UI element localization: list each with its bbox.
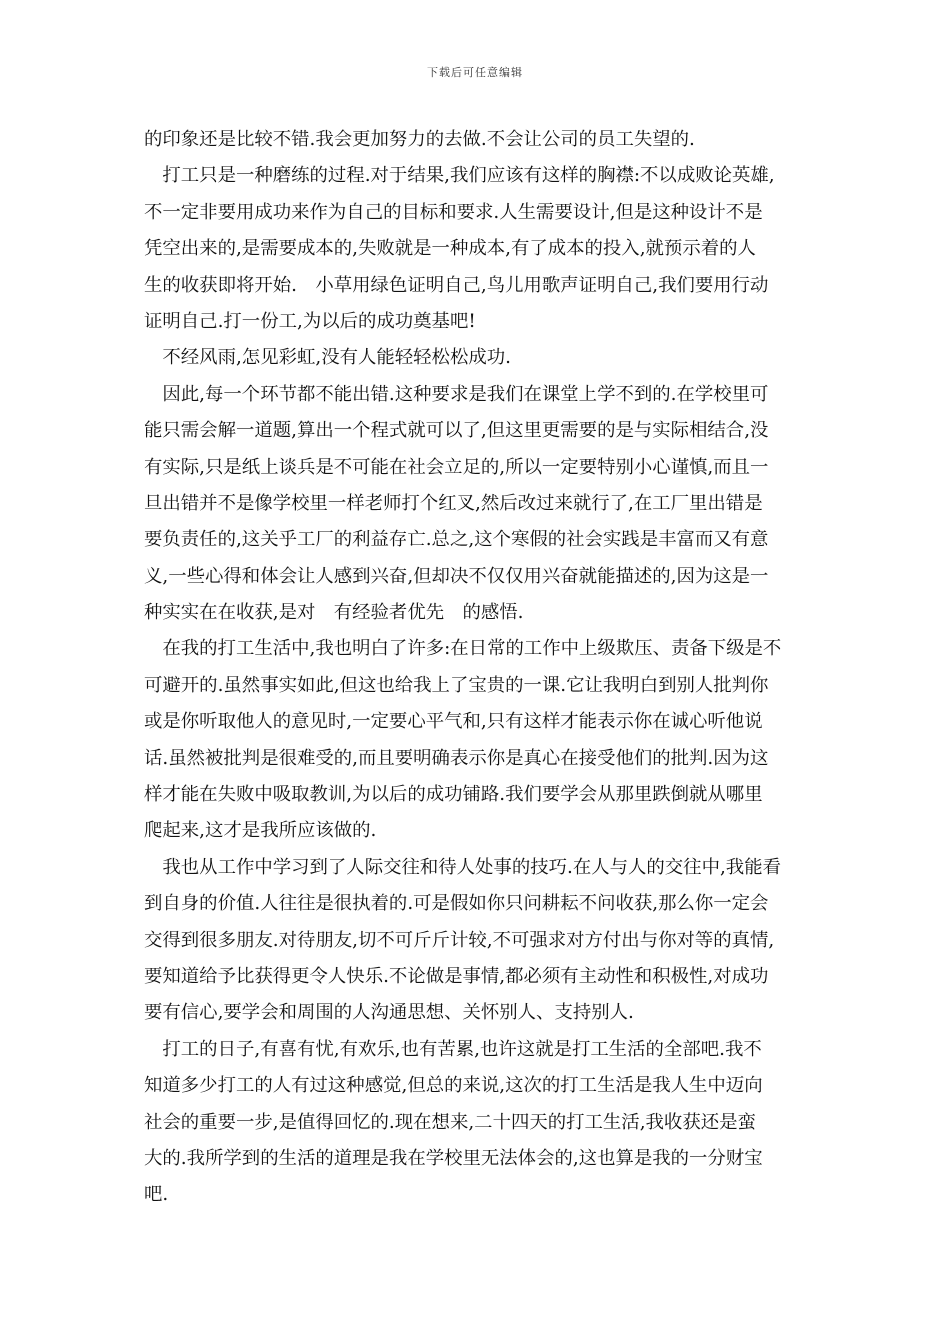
text-line: 因此,每一个环节都不能出错.这种要求是我们在课堂上学不到的.在学校里可	[144, 383, 769, 405]
text-line: 有实际,只是纸上谈兵是不可能在社会立足的,所以一定要特别小心谨慎,而且一	[144, 456, 769, 478]
text-line: 大的.我所学到的生活的道理是我在学校里无法体会的,这也算是我的一分财宝	[144, 1147, 763, 1169]
text-line: 义,一些心得和体会让人感到兴奋,但却决不仅仅用兴奋就能描述的,因为这是一	[144, 565, 769, 587]
text-line: 旦出错并不是像学校里一样老师打个红叉,然后改过来就行了,在工厂里出错是	[144, 492, 763, 514]
text-line: 我也从工作中学习到了人际交往和待人处事的技巧.在人与人的交往中,我能看	[144, 856, 781, 878]
text-line: 爬起来,这才是我所应该做的.	[144, 820, 377, 842]
text-line: 要有信心,要学会和周围的人沟通思想、关怀别人、支持别人.	[144, 1002, 634, 1024]
text-line: 生的收获即将开始. 小草用绿色证明自己,鸟儿用歌声证明自己,我们要用行动	[144, 274, 769, 296]
text-line: 种实实在在收获,是对 有经验者优先 的感悟.	[144, 602, 524, 624]
text-line: 知道多少打工的人有过这种感觉,但总的来说,这次的打工生活是我人生中迈向	[144, 1075, 763, 1097]
text-line: 社会的重要一步,是值得回忆的.现在想来,二十四天的打工生活,我收获还是蛮	[144, 1111, 756, 1133]
text-line: 吧.	[144, 1184, 169, 1206]
document-body	[144, 122, 808, 1214]
text-line: 能只需会解一道题,算出一个程式就可以了,但这里更需要的是与实际相结合,没	[144, 420, 769, 442]
text-line: 要负责任的,这关乎工厂的利益存亡.总之,这个寒假的社会实践是丰富而又有意	[144, 529, 769, 551]
text-line: 话.虽然被批判是很难受的,而且要明确表示你是真心在接受他们的批判.因为这	[144, 747, 769, 769]
text-line: 或是你听取他人的意见时,一定要心平气和,只有这样才能表示你在诚心听他说	[144, 711, 763, 733]
text-line: 的印象还是比较不错.我会更加努力的去做.不会让公司的员工失望的.	[144, 129, 695, 150]
text-line: 到自身的价值.人往往是很执着的.可是假如你只问耕耘不问收获,那么你一定会	[144, 893, 769, 915]
text-line: 交得到很多朋友.对待朋友,切不可斤斤计较,不可强求对方付出与你对等的真情,	[144, 929, 775, 951]
text-line: 在我的打工生活中,我也明白了许多:在日常的工作中上级欺压、责备下级是不	[144, 638, 782, 660]
text-line: 证明自己.打一份工,为以后的成功奠基吧!	[144, 310, 476, 332]
text-line: 打工只是一种磨练的过程.对于结果,我们应该有这样的胸襟:不以成败论英雄,	[144, 165, 775, 187]
text-line: 凭空出来的,是需要成本的,失败就是一种成本,有了成本的投入,就预示着的人	[144, 238, 756, 260]
text-line: 可避开的.虽然事实如此,但这也给我上了宝贵的一课.它让我明白到别人批判你	[144, 674, 769, 696]
text-line: 要知道给予比获得更令人快乐.不论做是事情,都必须有主动性和积极性,对成功	[144, 965, 769, 987]
text-line: 不一定非要用成功来作为自己的目标和要求.人生需要设计,但是这种设计不是	[144, 201, 763, 223]
text-line: 样才能在失败中吸取教训,为以后的成功铺路.我们要学会从那里跌倒就从哪里	[144, 784, 763, 806]
text-line: 不经风雨,怎见彩虹,没有人能轻轻松松成功.	[144, 347, 511, 369]
page-header: 下载后可任意编辑	[427, 66, 523, 79]
text-line: 打工的日子,有喜有忧,有欢乐,也有苦累,也许这就是打工生活的全部吧.我不	[144, 1038, 762, 1060]
